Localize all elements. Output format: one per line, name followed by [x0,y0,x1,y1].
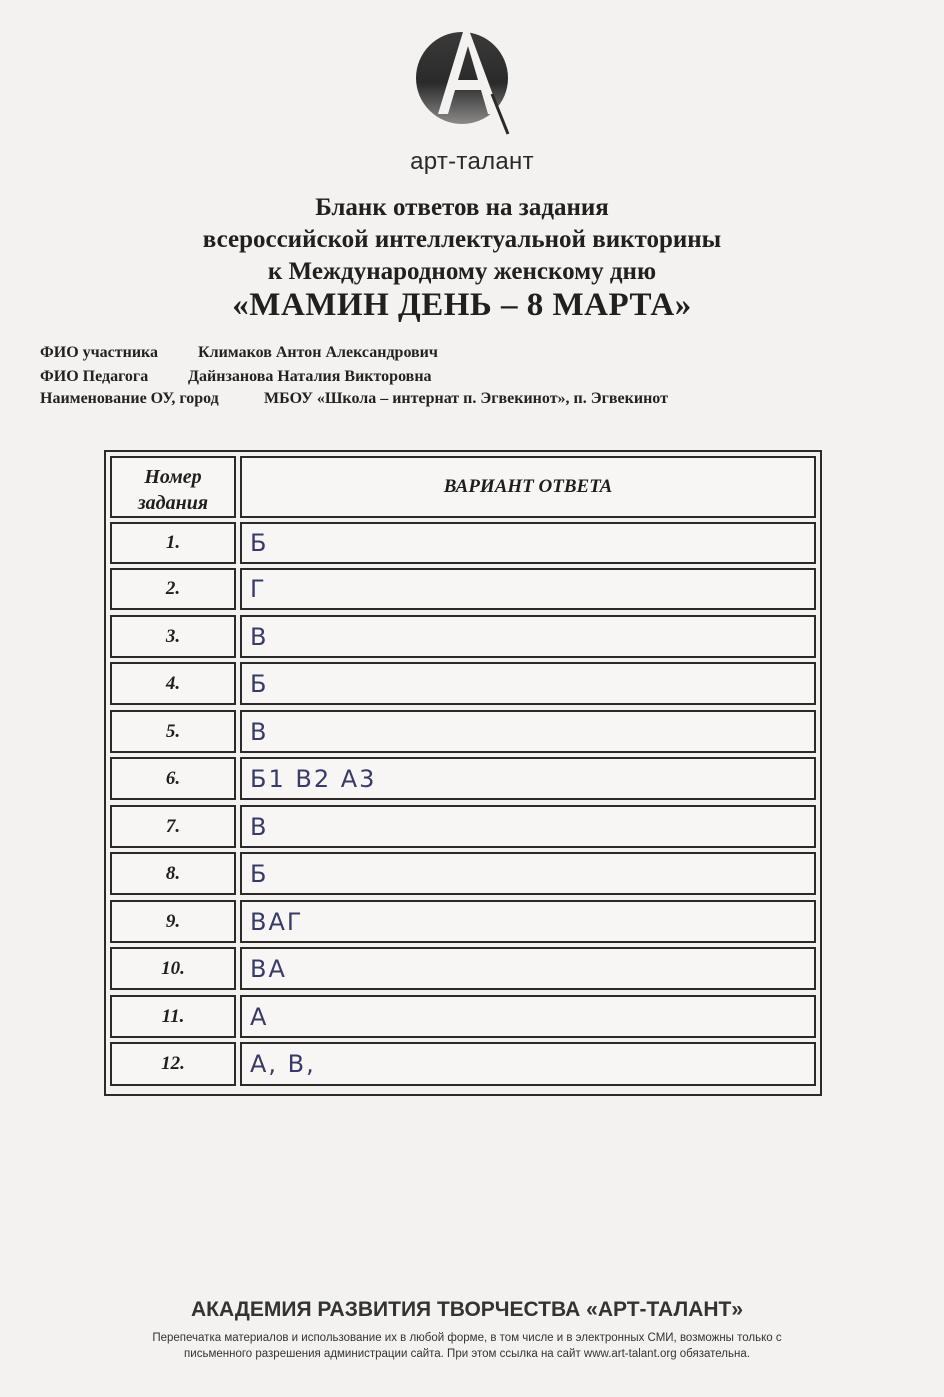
handwritten-answer: А [250,1002,269,1031]
table-row [110,710,816,753]
form-title-line2: всероссийской интеллектуальной викторины [202,226,722,253]
art-talant-logo-icon [408,16,516,146]
task-number-header-line2: задания [137,492,209,514]
handwritten-answer: В [250,622,269,651]
table-row [110,522,816,564]
table-row [110,805,816,848]
table-row [110,947,816,990]
task-number: 7. [165,815,181,837]
task-number: 3. [165,625,181,647]
teacher-row [40,368,432,386]
school-value: МБОУ «Школа – интернат п. Эгвекинот», п. Эгвекинот [264,390,668,407]
answers-table [104,450,822,1096]
task-number: 5. [165,720,181,742]
table-row [110,852,816,895]
school-row [40,390,668,408]
handwritten-answer: Б [250,529,269,557]
form-title-line1: Бланк ответов на задания [315,194,609,221]
task-number-header-line1: Номер [144,466,202,488]
teacher-value: Дайнзанова Наталия Викторовна [188,368,432,385]
handwritten-answer: Б [250,669,269,698]
handwritten-answer: Б1 В2 А3 [250,764,377,793]
footer-title: АКАДЕМИЯ РАЗВИТИЯ ТВОРЧЕСТВА «АРТ-ТАЛАНТ» [190,1298,744,1321]
handwritten-answer: Г [250,575,267,603]
table-header-row [110,456,816,518]
task-number: 1. [165,532,181,553]
handwritten-answer: ВАГ [250,907,304,936]
task-number: 9. [165,910,181,932]
participant-label: ФИО участника [40,344,159,361]
task-number: 11. [161,1005,185,1027]
teacher-label: ФИО Педагога [40,368,149,385]
table-row [110,662,816,705]
task-number-header [110,456,236,518]
handwritten-answer: Б [250,859,269,888]
footer-note-line2: письменного разрешения администрации сайта. При этом ссылка на сайт www.art-talant.org обязательна. [184,1348,750,1360]
handwritten-answer: А, В, [250,1050,316,1078]
task-number: 12. [161,1053,185,1074]
task-number: 2. [165,578,181,599]
handwritten-answer: В [250,717,269,746]
quiz-name: «МАМИН ДЕНЬ – 8 МАРТА» [232,287,692,323]
task-number: 10. [161,957,185,979]
answer-header [240,456,816,518]
brand-name: арт-талант [410,148,534,175]
form-title-line3: к Международному женскому дню [267,258,657,285]
footer-note-line1: Перепечатка материалов и использование их в любой форме, в том числе и в электронных СМИ, возможны только с [152,1332,782,1344]
participant-row [40,344,438,362]
table-row [110,1042,816,1086]
task-number: 4. [165,672,181,694]
answer-header-label: ВАРИАНТ ОТВЕТА [443,476,613,497]
footer-copyright-note [60,1330,874,1362]
table-row [110,995,816,1038]
table-row [110,900,816,943]
table-row [110,757,816,800]
task-number: 6. [165,767,181,789]
table-row [110,615,816,658]
school-label: Наименование ОУ, город [40,390,219,407]
participant-value: Климаков Антон Александрович [198,344,438,361]
task-number: 8. [165,862,181,884]
handwritten-answer: В [250,812,269,841]
handwritten-answer: ВА [250,954,287,983]
table-row [110,568,816,610]
